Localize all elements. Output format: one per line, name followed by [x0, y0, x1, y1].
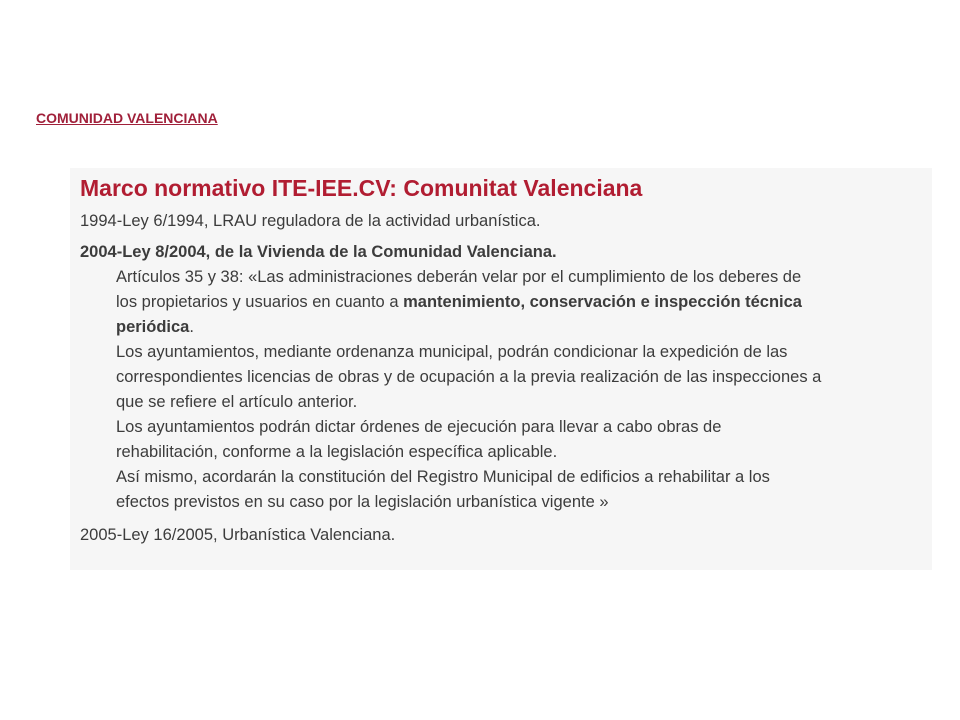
- articles-line: correspondientes licencias de obras y de ocupación a la previa realización de las inspecciones a: [116, 368, 822, 386]
- law-1994-entry: 1994-Ley 6/1994, LRAU reguladora de la actividad urbanística.: [80, 212, 541, 230]
- legal-framework-panel: [70, 168, 932, 570]
- articles-line: que se refiere el artículo anterior.: [116, 393, 358, 411]
- panel-title: Marco normativo ITE-IEE.CV: Comunitat Valenciana: [80, 175, 643, 201]
- articles-line: [116, 315, 922, 340]
- articles-line: [116, 290, 922, 315]
- articles-line: Los ayuntamientos, mediante ordenanza municipal, podrán condicionar la expedición de las: [116, 343, 788, 361]
- articles-emphasis: periódica: [116, 318, 190, 336]
- comunidad-valenciana-link[interactable]: COMUNIDAD VALENCIANA: [36, 110, 218, 126]
- articles-text: .: [189, 318, 194, 336]
- articles-line: Artículos 35 y 38: «Las administraciones deberán velar por el cumplimiento de los deberes de: [116, 268, 802, 286]
- articles-line: rehabilitación, conforme a la legislación específica aplicable.: [116, 443, 558, 461]
- articles-text: los propietarios y usuarios en cuanto a: [116, 293, 404, 311]
- articles-line: Los ayuntamientos podrán dictar órdenes de ejecución para llevar a cabo obras de: [116, 418, 722, 436]
- articles-line: Así mismo, acordarán la constitución del Registro Municipal de edificios a rehabilitar a los: [116, 468, 770, 486]
- law-2004-entry: 2004-Ley 8/2004, de la Vivienda de la Comunidad Valenciana.: [80, 243, 557, 261]
- articles-emphasis: mantenimiento, conservación e inspección técnica: [403, 293, 802, 311]
- articles-line: efectos previstos en su caso por la legislación urbanística vigente »: [116, 493, 609, 511]
- law-2005-entry: 2005-Ley 16/2005, Urbanística Valenciana.: [80, 526, 396, 544]
- articles-quote: [80, 265, 922, 515]
